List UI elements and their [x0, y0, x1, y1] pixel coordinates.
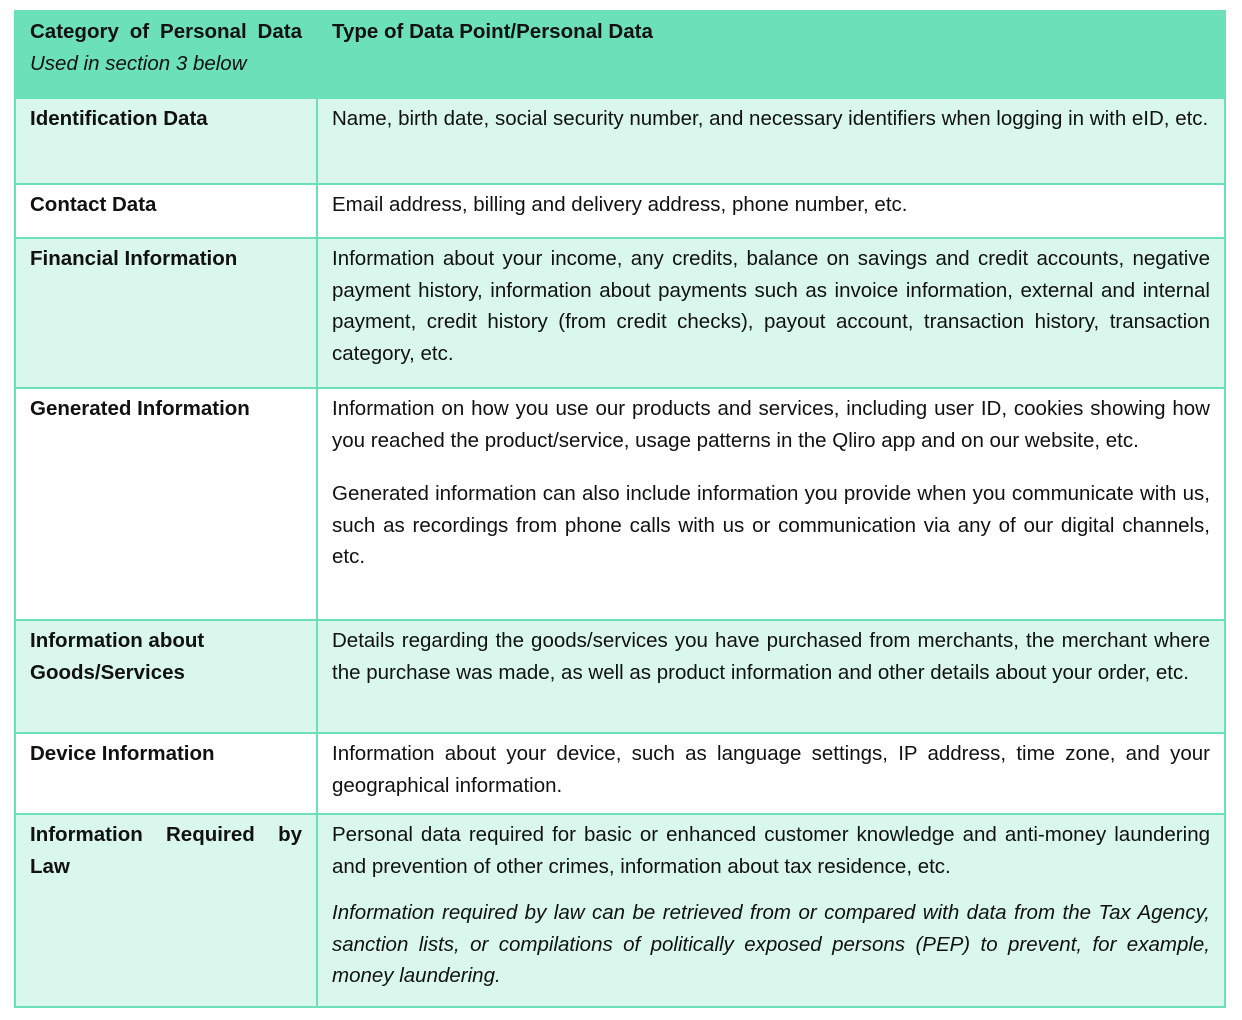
header-type-title: Type of Data Point/Personal Data: [332, 20, 653, 43]
description-paragraph: Generated information can also include information you provide when you communicate with us, such as recordings from phone calls with us or communication via any of our digital channels, etc.: [332, 482, 1210, 568]
header-cell-type: [317, 11, 1225, 98]
category-label: Identification Data: [30, 107, 208, 130]
category-label: Information about: [30, 629, 205, 652]
table-header-row: [15, 11, 1225, 98]
description-paragraph: Information on how you use our products and services, including user ID, cookies showing how you reached the product/service, usage patterns in the Qliro app and on our website, etc.: [332, 397, 1210, 452]
table-row: [15, 733, 1225, 814]
description-paragraph-italic: Information required by law can be retrieved from or compared with data from the Tax Agency, sanction lists, or compilations of politically exposed persons (PEP) to prevent, for example, money laundering.: [332, 901, 1210, 987]
header-category-subtitle: Used in section 3 below: [30, 51, 247, 75]
category-label-cont: Law: [30, 854, 70, 878]
description-cell: [317, 814, 1225, 1007]
table-row: [15, 620, 1225, 733]
table-row: [15, 388, 1225, 620]
description-paragraph: Information about your income, any credits, balance on savings and credit accounts, negative payment history, information about payments such as invoice information, external and internal payment, credit history (from credit checks), payout account, transaction history, transaction category, etc.: [332, 247, 1210, 365]
header-cell-category: [15, 11, 317, 98]
description-cell: [317, 388, 1225, 620]
description-cell: [317, 184, 1225, 238]
category-cell: [15, 388, 317, 620]
category-cell: [15, 733, 317, 814]
table-row: [15, 184, 1225, 238]
table-row: [15, 238, 1225, 388]
description-paragraph: Name, birth date, social security number, and necessary identifiers when logging in with eID, etc.: [332, 107, 1209, 130]
description-cell: [317, 98, 1225, 184]
header-category-title: Category of Personal Data: [30, 20, 302, 43]
table-row: [15, 814, 1225, 1007]
table-row: [15, 98, 1225, 184]
description-cell: [317, 620, 1225, 733]
description-cell: [317, 733, 1225, 814]
category-cell: [15, 184, 317, 238]
category-label: Contact Data: [30, 193, 157, 216]
category-label: Financial Information: [30, 247, 238, 270]
category-cell: [15, 98, 317, 184]
category-label: Generated Information: [30, 397, 250, 420]
category-cell: [15, 814, 317, 1007]
category-label: Information Required by: [30, 823, 302, 846]
description-paragraph: Details regarding the goods/services you have purchased from merchants, the merchant where the purchase was made, as well as product information and other details about your order, etc.: [332, 629, 1210, 684]
description-paragraph: Personal data required for basic or enhanced customer knowledge and anti-money laundering and prevention of other crimes, information about tax residence, etc.: [332, 823, 1210, 878]
category-label: Device Information: [30, 742, 215, 765]
description-paragraph: Email address, billing and delivery address, phone number, etc.: [332, 193, 908, 216]
description-paragraph: Information about your device, such as language settings, IP address, time zone, and your geographical information.: [332, 742, 1210, 797]
category-cell: [15, 620, 317, 733]
category-cell: [15, 238, 317, 388]
description-cell: [317, 238, 1225, 388]
personal-data-table: [14, 10, 1226, 1008]
category-label-cont: Goods/Services: [30, 660, 185, 684]
